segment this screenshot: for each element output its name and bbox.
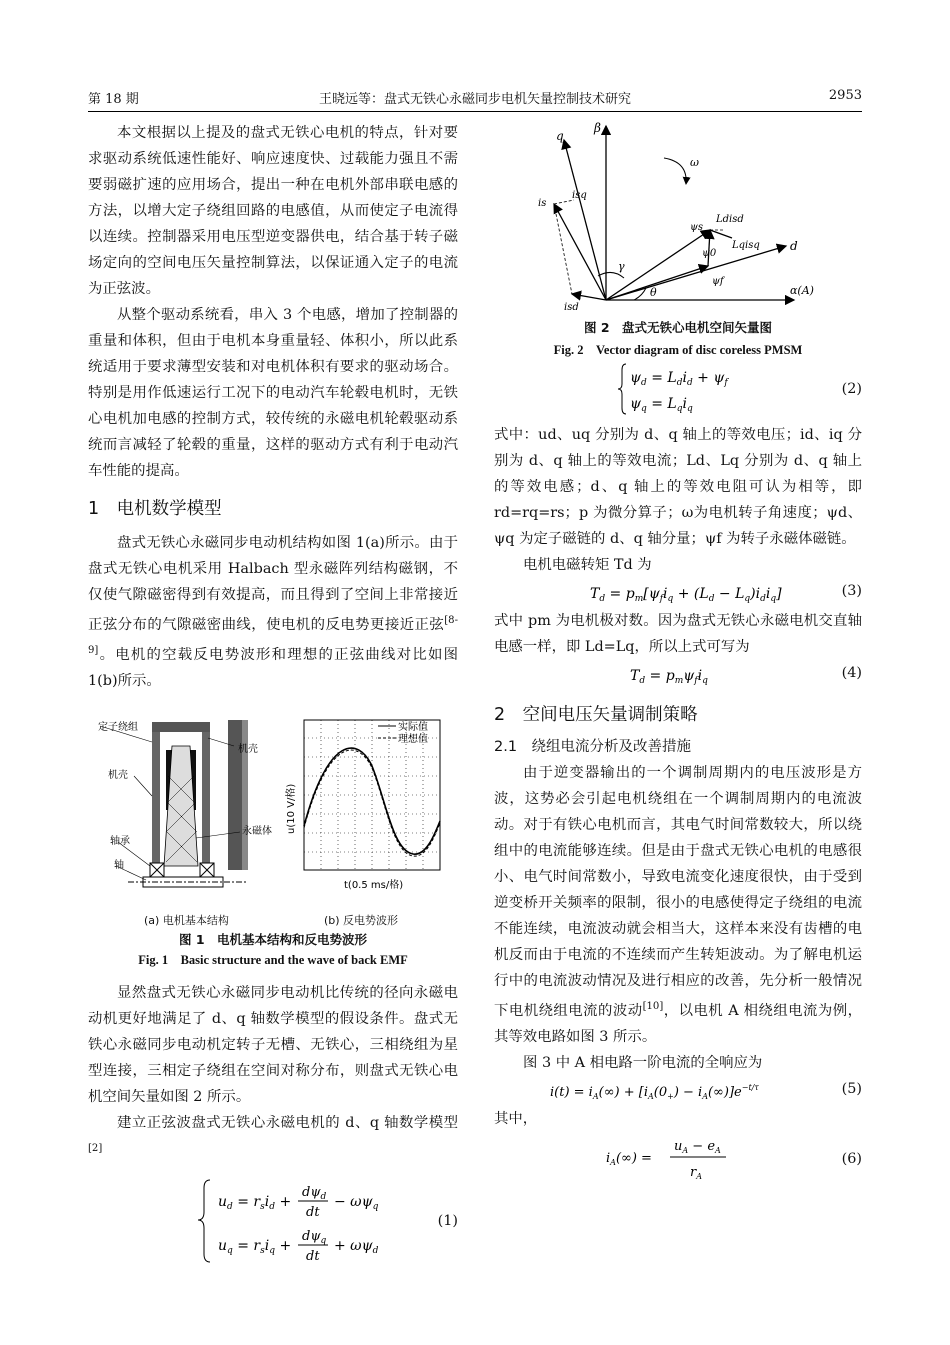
equation-6	[494, 1132, 862, 1184]
equation-number: (3)	[841, 583, 862, 599]
paragraph: 式中 pm 为电机极对数。因为盘式无铁心永磁电机交直轴电感一样，即 Ld=Lq，所以上式可写为	[494, 613, 862, 655]
equation-6-graphics	[606, 1132, 766, 1182]
label-magnet: 永磁体	[242, 826, 272, 837]
figure-1-caption-cn: 图 1 电机基本结构和反电势波形	[178, 932, 368, 947]
label-gamma: γ	[618, 260, 625, 273]
paragraph: 本文根据以上提及的盘式无铁心电机的特点，针对要求驱动系统低速性能好、响应速度快、过载能力强且不需要弱磁扩速的应用场合，提出一种在电机外部串联电感的方法，以增大定子绕组回路的电感值，从而使定子电流得以连续。控制器采用电压型逆变器供电，结合基于转子磁场定向的空间电压矢量控制算法，以保证通入定子的电流为正弦波。	[88, 125, 458, 297]
left-column	[88, 120, 458, 694]
label-bearing: 轴承	[110, 836, 130, 847]
label-ld-isd: Ldisd	[716, 214, 744, 225]
figure-1-caption-en: Fig. 1 Basic structure and the wave of back EMF	[138, 953, 408, 967]
citation: [10]	[642, 1001, 664, 1012]
citation: [8-9]	[88, 615, 458, 656]
equation-3-graphics	[590, 578, 840, 606]
issue-number: 第 18 期	[88, 92, 139, 107]
left-column-bottom	[88, 980, 458, 1266]
paragraph: 显然盘式无铁心永磁同步电动机比传统的径向永磁电动机更好地满足了 d、q 轴数学模型的假设条件。盘式无铁心永磁同步电动机定转子无槽、无铁心，三相绕组为星型连接，三相定子绕组在空间对称分布，则盘式无铁心电机空间矢量如图 2 所示。	[88, 985, 458, 1105]
equation-number: (2)	[841, 381, 862, 397]
legend-ideal: 理想值	[398, 734, 428, 745]
section-heading: 2 空间电压矢量调制策略	[494, 705, 698, 725]
equation-2-graphics	[618, 362, 818, 416]
svg-text:+ ωψd: + $\omega\psi_d$	[334, 1237, 379, 1256]
equation-number: (1)	[437, 1212, 458, 1229]
axis-label-q: q	[556, 129, 564, 143]
label-shaft: 轴	[114, 860, 124, 871]
paragraph: 建立正弦波盘式无铁心永磁电机的 d、q 轴数学模型[2]	[88, 1115, 458, 1154]
paragraph: 从整个驱动系统看，串入 3 个电感，增加了控制器的重量和体积，但由于电机本身重量轻、体积小，所以此系统适用于要求薄型安装和对电机体积有要求的驱动场合。特别是用作低速运行工况下的电动汽车轮毂电机时，无铁心电机加电感的控制方式，较传统的永磁电机轮毂驱动系统而言减轻了轮毂的重量，这样的驱动方式有利于电动汽车性能的提高。	[88, 307, 458, 479]
label-omega: ω	[690, 156, 699, 169]
axis-label-beta: β	[594, 121, 601, 135]
svg-text:ud = rsid +: $u_d = r_si_d$ +	[218, 1193, 292, 1212]
citation: [2]	[88, 1143, 103, 1154]
label-psi-s: ψs	[690, 222, 703, 233]
paragraph: 电机电磁转矩 Td 为	[523, 557, 652, 573]
svg-text:dt: dt	[306, 1248, 320, 1264]
back-emf-plot	[284, 720, 440, 891]
paragraph: 式中：ud、uq 分别为 d、q 轴上的等效电压；id、iq 分别为 d、q 轴上的等效电流；Ld、Lq 分别为 d、q 轴上的等效电感；d、q 轴上的等效电阻可认为相等，即 rd=rq=rs；p 为微分算子；ω为电机转子角速度；ψd、ψq 为定子磁链的 d、q 轴分量；ψf 为转子永磁体磁链。	[494, 427, 862, 547]
svg-text:− ωψq: − $\omega\psi_q$	[334, 1193, 379, 1212]
running-title: 王晓远等：盘式无铁心永磁同步电机矢量控制技术研究	[318, 92, 631, 107]
subcaption-b: (b) 反电势波形	[324, 914, 399, 927]
axis-label-alpha: α(A)	[790, 284, 814, 297]
legend-actual: 实际值	[398, 722, 428, 733]
subcaption-a: (a) 电机基本结构	[144, 914, 229, 927]
equation-number: (5)	[841, 1080, 862, 1097]
page-number: 2953	[828, 88, 862, 103]
svg-text:dψq: $d\psi_q$	[302, 1228, 327, 1246]
paragraph: 其中，	[494, 1110, 538, 1127]
svg-text:ψd = Ldid + ψf: $\psi_d = L_di_d + \psi_f$	[630, 370, 728, 388]
label-psi-f: ψf	[712, 276, 724, 287]
section-heading: 1 电机数学模型	[88, 499, 222, 519]
figure-2-caption-en: Fig. 2 Vector diagram of disc coreless PMSM	[553, 343, 803, 357]
label-lq-isq: Lqisq	[732, 240, 760, 251]
svg-text:uA − eA: $u_A - e_A$	[674, 1138, 721, 1155]
label-psi-0: ψ0	[702, 248, 717, 259]
motor-structure-diagram	[98, 720, 272, 887]
x-axis-label: t(0.5 ms/格)	[344, 880, 404, 891]
label-shell-left: 机壳	[108, 770, 128, 781]
svg-text:dψd: $d\psi_d$	[302, 1184, 327, 1202]
label-isq: isq	[572, 190, 587, 201]
equation-number: (6)	[841, 1150, 862, 1167]
label-stator-winding: 定子绕组	[98, 722, 138, 733]
figure-1	[88, 716, 458, 976]
right-column	[494, 362, 862, 1184]
svg-text:ψq = Lqiq: $\psi_q = L_qi_q$	[630, 396, 693, 414]
label-isd: isd	[564, 302, 579, 313]
label-theta: θ	[650, 286, 657, 299]
axis-label-d: d	[790, 239, 798, 253]
figure-2-caption-cn: 图 2 盘式无铁心电机空间矢量图	[583, 320, 773, 335]
svg-text:iA(∞) =: $i_A(\infty)$ =	[606, 1150, 652, 1167]
subsection-heading: 2.1 绕组电流分析及改善措施	[494, 739, 692, 755]
figure-2	[494, 118, 862, 358]
equation-1	[88, 1174, 458, 1266]
equation-5	[494, 1076, 862, 1106]
svg-text:dt: dt	[306, 1204, 320, 1220]
equation-2	[494, 362, 862, 416]
svg-text:uq = rsiq +: $u_q = r_si_q$ +	[218, 1237, 292, 1256]
equation-4-graphics	[630, 660, 790, 688]
paragraph: 盘式无铁心永磁同步电动机结构如图 1(a)所示。由于盘式无铁心电机采用 Halbach 型永磁阵列结构磁钢，不仅使气隙磁密得到有效提高，而且得到了空间上非常接近正弦分布的气隙磁密曲线，使电机的反电势更接近正弦[8-9]。电机的空载反电势波形和理想的正弦曲线对比如图 1(b)所示。	[88, 535, 458, 689]
svg-text:Td = pm[ψfiq + (Ld − Lq)idiq]: $T_d = p_m[\psi_fi_q + (L_d - L_q)i_di_q]$	[590, 586, 782, 604]
equation-3	[494, 578, 862, 608]
y-axis-label: u(10 V/格)	[286, 783, 297, 834]
svg-text:Td = pmψfiq: $T_d = p_m\psi_fi_q$	[630, 668, 708, 686]
equation-4	[494, 660, 862, 690]
figure-2-vector-diagram	[494, 118, 862, 318]
svg-text:rA: $r_A$	[690, 1164, 702, 1181]
label-is: is	[538, 198, 547, 209]
header-rule	[88, 111, 862, 112]
equation-5-graphics	[550, 1076, 810, 1104]
figure-1-graphics	[88, 716, 458, 916]
svg-text:i(t) = iA(∞) + [iA(0+) − iA(∞): $i(t) = i_A(\infty) + [i_A(0_+) - i_A(\infty)]e^{-t/\tau}$	[550, 1082, 759, 1101]
label-shell-right: 机壳	[238, 744, 258, 755]
equation-number: (4)	[841, 665, 862, 681]
paragraph: 图 3 中 A 相电路一阶电流的全响应为	[523, 1054, 763, 1071]
paragraph: 由于逆变器输出的一个调制周期内的电压波形是方波，这势必会引起电机绕组在一个调制周期内的电流波动。对于有铁心电机而言，其电气时间常数较大，所以绕组中的电流能够连续。但是由于盘式无铁心电机的电感很小、电气时间常数小，导致电流变化速度很快，由于受到逆变桥开关频率的限制，很小的电感使得定子绕组的电流不能连续，电流波动就会相当大，这样本来没有齿槽的电机反而由于电流的不连续而产生转矩波动。为了解电机运行中的电流波动情况及进行相应的改善，先分析一般情况下电机绕组电流的波动[10]，以电机 A 相绕组电流为例，其等效电路如图 3 所示。	[494, 765, 862, 1045]
